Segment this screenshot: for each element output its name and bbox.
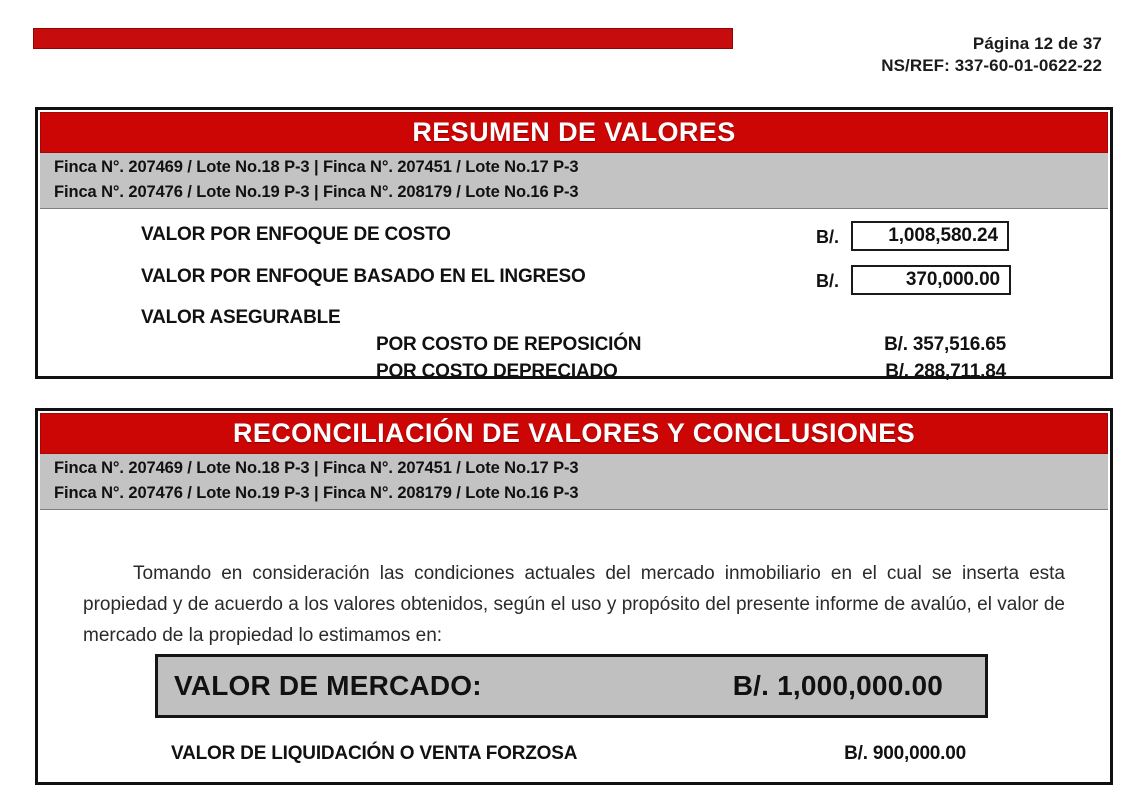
market-value-label: VALOR DE MERCADO: xyxy=(174,670,482,701)
value-box-enfoque-ingreso: 370,000.00 xyxy=(851,265,1011,295)
header-red-accent-bar xyxy=(33,28,733,49)
value-amount-costo-reposicion: B/. 357,516.65 xyxy=(884,334,1006,355)
liquidation-value-amount: B/. 900,000.00 xyxy=(844,743,966,764)
finca-line: Finca N°. 207469 / Lote No.18 P-3 | Finca N°. 207451 / Lote No.17 P-3 xyxy=(54,459,579,477)
value-row-asegurable-heading xyxy=(38,307,1110,333)
header-document-meta xyxy=(881,33,1102,78)
market-value-highlight-box xyxy=(155,654,988,718)
value-label-costo-reposicion: POR COSTO DE REPOSICIÓN xyxy=(376,334,642,355)
reconciliacion-panel-title: RECONCILIACIÓN DE VALORES Y CONCLUSIONES xyxy=(40,413,1108,454)
value-label-enfoque-ingreso: VALOR POR ENFOQUE BASADO EN EL INGRESO xyxy=(141,266,586,287)
finca-line: Finca N°. 207476 / Lote No.19 P-3 | Finca N°. 208179 / Lote No.16 P-3 xyxy=(54,183,579,201)
value-row-costo-depreciado xyxy=(38,361,1110,387)
value-amount-costo-depreciado: B/. 288,711.84 xyxy=(885,361,1006,382)
finca-line: Finca N°. 207476 / Lote No.19 P-3 | Finca N°. 208179 / Lote No.16 P-3 xyxy=(54,484,579,502)
reconciliacion-de-valores-panel xyxy=(35,408,1113,785)
reconciliacion-finca-identifiers xyxy=(40,454,1108,510)
page-number-label: Página 12 de 37 xyxy=(972,34,1102,53)
liquidation-value-row xyxy=(38,743,1110,769)
resumen-panel-title: RESUMEN DE VALORES xyxy=(40,112,1108,153)
value-box-enfoque-costo: 1,008,580.24 xyxy=(851,221,1009,251)
reference-number-label: NS/REF: 337-60-01-0622-22 xyxy=(881,56,1102,76)
resumen-finca-identifiers xyxy=(40,153,1108,209)
value-row-enfoque-costo xyxy=(38,224,1110,250)
value-label-asegurable: VALOR ASEGURABLE xyxy=(141,307,341,328)
finca-line: Finca N°. 207469 / Lote No.18 P-3 | Finca N°. 207451 / Lote No.17 P-3 xyxy=(54,158,579,176)
resumen-de-valores-panel xyxy=(35,107,1113,382)
currency-tag: B/. xyxy=(816,271,840,291)
value-label-enfoque-costo: VALOR POR ENFOQUE DE COSTO xyxy=(141,224,451,245)
conclusion-paragraph: Tomando en consideración las condiciones actuales del mercado inmobiliario en el cual se inserta esta propiedad y de acuerdo a los valores obtenidos, según el uso y propósito del presente informe de avalúo, el valor de mercado de la propiedad lo estimamos en: xyxy=(83,563,1065,646)
market-value-amount: B/. 1,000,000.00 xyxy=(732,670,943,701)
value-row-costo-reposicion xyxy=(38,334,1110,360)
currency-tag: B/. xyxy=(816,227,840,247)
value-row-enfoque-ingreso xyxy=(38,266,1110,292)
liquidation-value-label: VALOR DE LIQUIDACIÓN O VENTA FORZOSA xyxy=(171,743,578,764)
value-label-costo-depreciado: POR COSTO DEPRECIADO xyxy=(376,361,618,382)
